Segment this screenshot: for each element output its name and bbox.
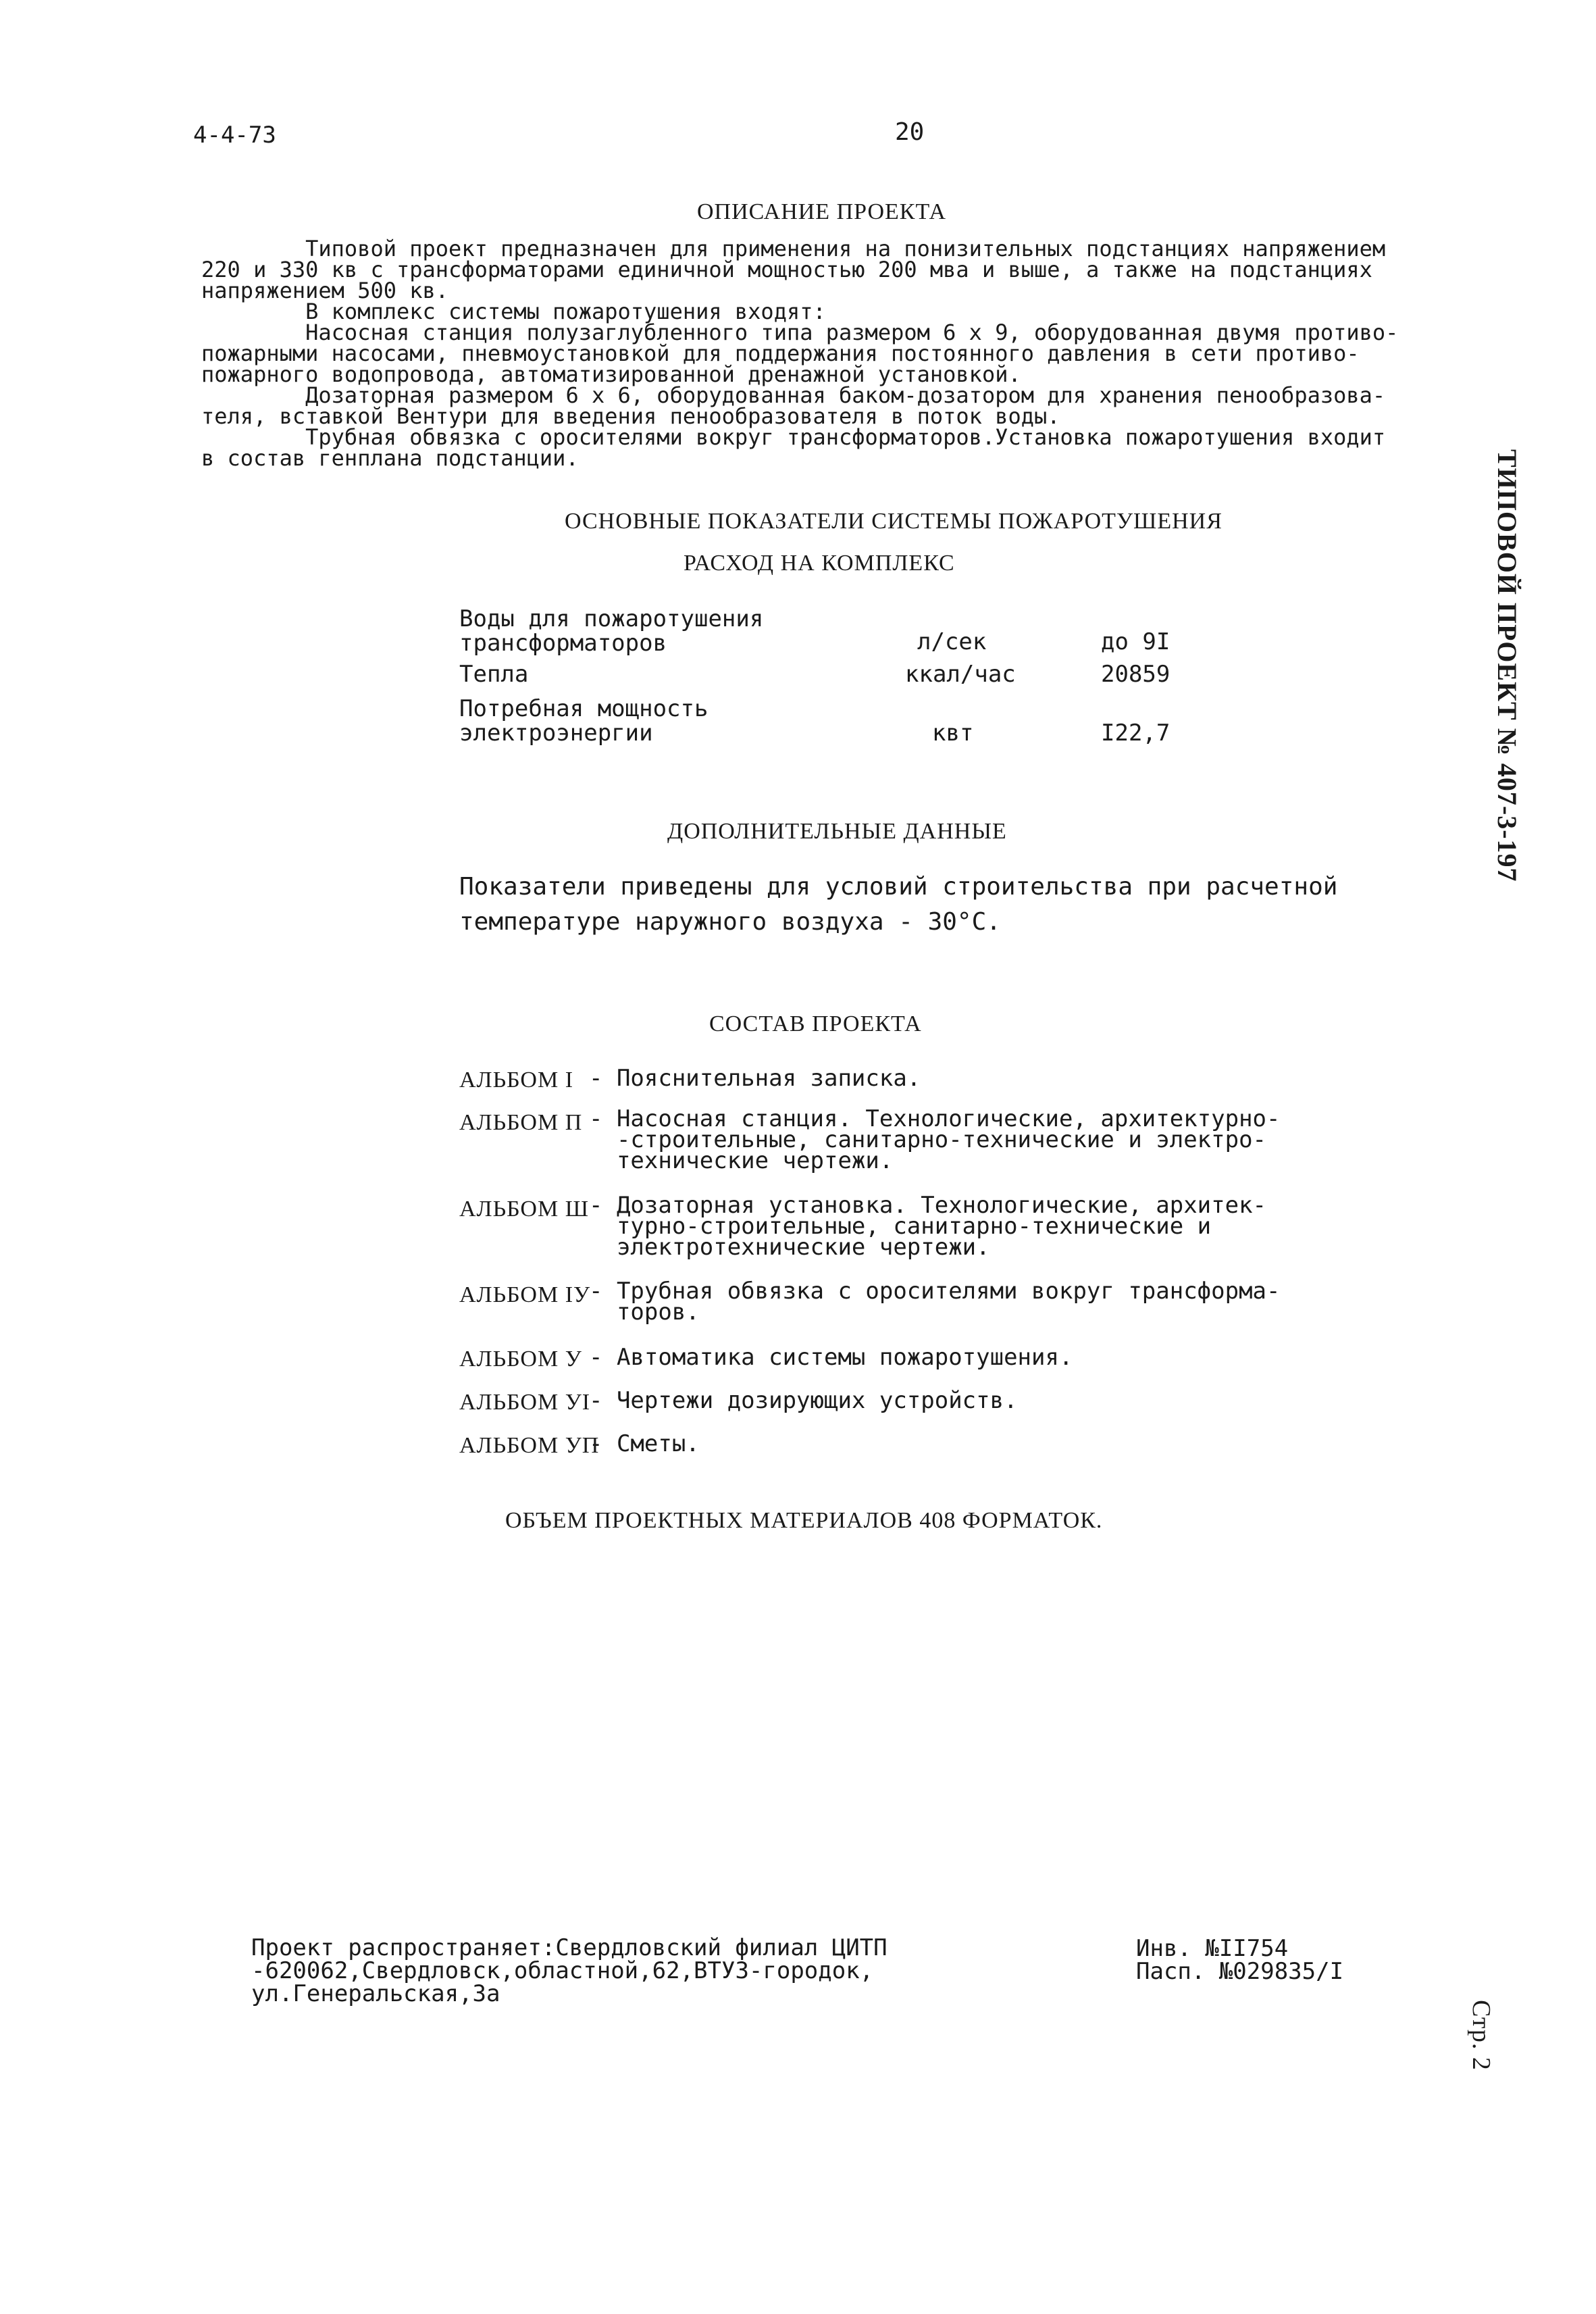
album-description-line: - Пояснительная записка. [589,1065,921,1092]
description-body [201,238,1398,469]
album-name: АЛЬБОМ УП [459,1433,600,1458]
description-title: ОПИСАНИЕ ПРОЕКТА [697,199,947,224]
side-project-id: ТИПОВОЙ ПРОЕКТ № 407-3-197 [1492,449,1522,882]
additional-line: температуре наружного воздуха - 30°С. [459,908,1001,936]
album-description [589,1105,1281,1174]
indicator-unit: квт [932,720,974,747]
album-description [589,1066,921,1090]
album-name: АЛЬБОМ П [459,1110,583,1135]
indicator-label [459,607,763,655]
album-description-line: - Дозаторная установка. Технологические, архитек- [589,1192,1267,1219]
indicator-value: I22,7 [1101,720,1170,747]
album-description-line: - Автоматика системы пожаротушения. [589,1344,1073,1371]
description-line: 220 и 330 кв с трансформаторами единичной мощностью 200 мва и выше, а также на подстанциях [201,257,1372,282]
album-name: АЛЬБОМ УI [459,1390,591,1415]
description-line: пожарными насосами, пневмоустановкой для поддержания постоянного давления в сети противо- [201,341,1360,366]
album-description [589,1192,1267,1261]
album-description-line: - Насосная станция. Технологические, архитектурно- [589,1105,1281,1132]
album-name: АЛЬБОМ У [459,1347,582,1372]
description-line: Насосная станция полузаглубленного типа размером 6 х 9, оборудованная двумя противо- [201,320,1399,345]
volume-statement: ОБЪЕМ ПРОЕКТНЫХ МАТЕРИАЛОВ 408 ФОРМАТОК. [505,1508,1103,1533]
album-description-line: торов. [589,1299,700,1326]
indicator-label-line: электроэнергии [459,720,653,747]
description-line: напряжением 500 кв. [201,278,449,303]
distributor-line: -620062,Свердловск,областной,62,ВТУЗ-городок, [251,1957,874,1984]
page-number: 20 [895,118,925,146]
album-description [589,1432,700,1456]
description-line: теля, вставкой Вентури для введения пенообразователя в поток воды. [201,403,1060,429]
indicators-title: ОСНОВНЫЕ ПОКАЗАТЕЛИ СИСТЕМЫ ПОЖАРОТУШЕНИЯ [565,509,1222,534]
indicator-label-line: Воды для пожаротушения [459,605,764,632]
description-line: Дозаторная размером 6 х 6, оборудованная баком-дозатором для хранения пенообразова- [201,382,1386,408]
indicator-label-line: трансформаторов [459,630,667,657]
album-description-line: турно-строительные, санитарно-технические и [589,1213,1212,1240]
distributor-line: ул.Генеральская,3а [251,1980,500,2007]
indicator-value: 20859 [1101,661,1170,688]
description-line: Трубная обвязка с оросителями вокруг трансформаторов.Установка пожаротушения входит [201,424,1386,450]
additional-title: ДОПОЛНИТЕЛЬНЫЕ ДАННЫЕ [667,819,1007,844]
passport-number: Пасп. №029835/I [1136,1958,1344,1985]
album-description [589,1345,1073,1369]
indicators-subtitle: РАСХОД НА КОМПЛЕКС [684,551,955,576]
indicator-unit: ккал/час [905,661,1016,688]
indicator-value: до 9I [1101,628,1170,655]
album-description [589,1388,1018,1413]
album-description-line: - Сметы. [589,1430,700,1457]
indicator-label-line: Потребная мощность [459,695,709,722]
album-description-line: электротехнические чертежи. [589,1234,990,1261]
description-line: В комплекс системы пожаротушения входят: [201,299,826,324]
description-line: Типовой проект предназначен для применения на понизительных подстанциях напряжением [201,236,1386,261]
side-page-label: Стр. 2 [1467,2000,1495,2071]
album-description-line: - Трубная обвязка с оросителями вокруг трансформа- [589,1278,1281,1305]
additional-line: Показатели приведены для условий строительства при расчетной [459,873,1338,901]
description-line: пожарного водопровода, автоматизированной дренажной установкой. [201,361,1021,387]
document-code: 4-4-73 [193,122,276,149]
composition-title: СОСТАВ ПРОЕКТА [709,1011,922,1036]
album-description-line: -строительные, санитарно-технические и электро- [589,1126,1267,1153]
album-description [589,1278,1281,1326]
distributor-block [251,1936,887,2005]
indicator-label: Тепла [459,661,529,688]
indicator-unit: л/сек [917,628,987,655]
distributor-line: Проект распространяет:Свердловский филиал ЦИТП [251,1934,887,1961]
inventory-number: Инв. №II754 [1136,1935,1289,1962]
album-name: АЛЬБОМ I [459,1067,574,1092]
album-name: АЛЬБОМ IУ [459,1282,591,1307]
indicator-label [459,697,708,745]
album-description-line: - Чертежи дозирующих устройств. [589,1387,1018,1414]
album-description-line: технические чертежи. [589,1147,894,1174]
album-name: АЛЬБОМ Ш [459,1197,590,1222]
description-line: в состав генплана подстанции. [201,445,579,471]
